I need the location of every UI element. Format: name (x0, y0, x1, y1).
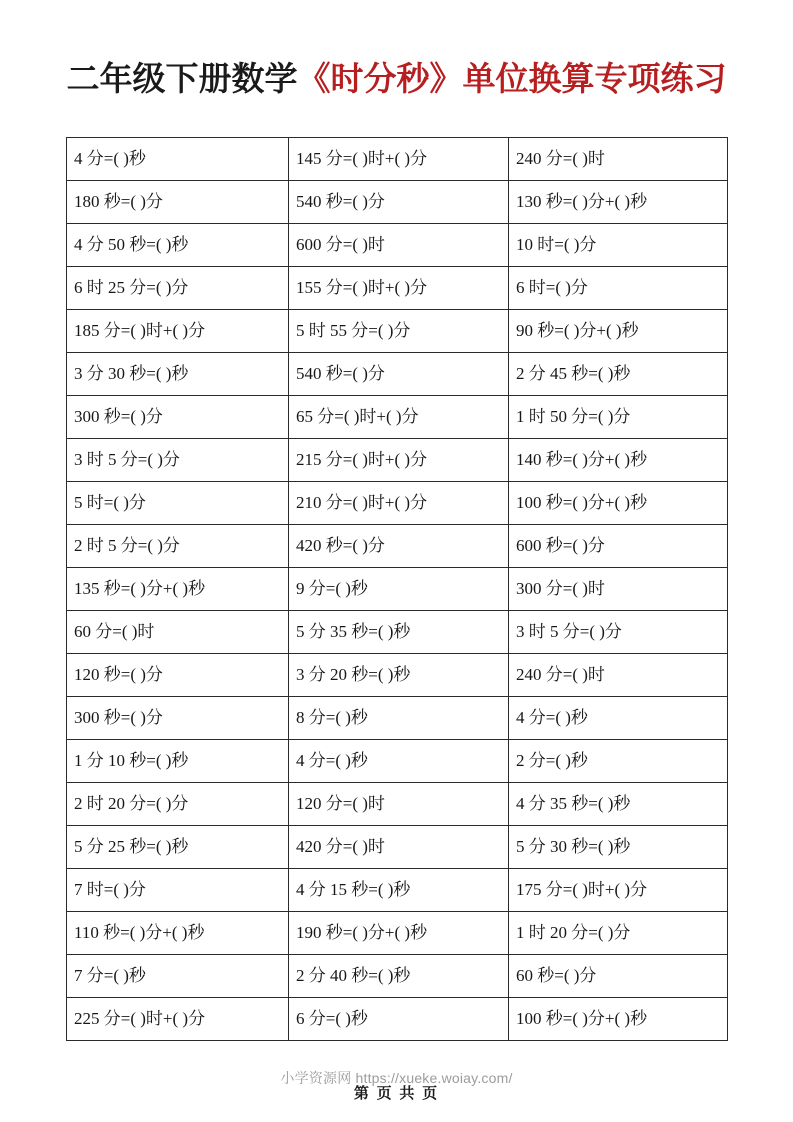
table-row (67, 224, 728, 267)
page-title (0, 58, 793, 102)
exercise-cell[interactable]: 4 分 35 秒=( )秒 (509, 783, 728, 826)
exercise-cell[interactable]: 5 时 55 分=( )分 (289, 310, 509, 353)
exercise-cell[interactable]: 540 秒=( )分 (289, 353, 509, 396)
exercise-cell[interactable]: 1 分 10 秒=( )秒 (67, 740, 289, 783)
exercise-cell[interactable]: 7 分=( )秒 (67, 955, 289, 998)
table-row (67, 482, 728, 525)
exercise-cell[interactable]: 9 分=( )秒 (289, 568, 509, 611)
exercise-cell[interactable]: 225 分=( )时+( )分 (67, 998, 289, 1041)
exercise-cell[interactable]: 5 分 25 秒=( )秒 (67, 826, 289, 869)
table-row (67, 568, 728, 611)
exercise-cell[interactable]: 2 时 20 分=( )分 (67, 783, 289, 826)
exercise-cell[interactable]: 120 秒=( )分 (67, 654, 289, 697)
exercise-cell[interactable]: 210 分=( )时+( )分 (289, 482, 509, 525)
page-title-subject: 二年级下册数学 (66, 62, 298, 98)
page-indicator: 第 页 共 页 (353, 1086, 440, 1102)
exercise-cell[interactable]: 6 分=( )秒 (289, 998, 509, 1041)
exercise-cell[interactable]: 300 秒=( )分 (67, 697, 289, 740)
table-row (67, 783, 728, 826)
site-watermark: 小学资源网 https://xueke.woiay.com/ (280, 1070, 513, 1086)
exercise-cell[interactable]: 300 秒=( )分 (67, 396, 289, 439)
exercise-cell[interactable]: 420 分=( )时 (289, 826, 509, 869)
exercise-cell[interactable]: 155 分=( )时+( )分 (289, 267, 509, 310)
exercise-cell[interactable]: 180 秒=( )分 (67, 181, 289, 224)
exercise-cell[interactable]: 1 时 50 分=( )分 (509, 396, 728, 439)
exercise-cell[interactable]: 5 分 30 秒=( )秒 (509, 826, 728, 869)
table-row (67, 439, 728, 482)
exercise-cell[interactable]: 2 分 45 秒=( )秒 (509, 353, 728, 396)
page-title-topic: 《时分秒》单位换算专项练习 (297, 62, 727, 98)
exercise-cell[interactable]: 60 秒=( )分 (509, 955, 728, 998)
table-row (67, 654, 728, 697)
exercise-cell[interactable]: 8 分=( )秒 (289, 697, 509, 740)
exercise-cell[interactable]: 145 分=( )时+( )分 (289, 138, 509, 181)
exercise-cell[interactable]: 65 分=( )时+( )分 (289, 396, 509, 439)
table-row (67, 310, 728, 353)
exercise-cell[interactable]: 185 分=( )时+( )分 (67, 310, 289, 353)
table-row (67, 181, 728, 224)
exercise-cell[interactable]: 6 时 25 分=( )分 (67, 267, 289, 310)
table-row (67, 740, 728, 783)
exercise-cell[interactable]: 600 分=( )时 (289, 224, 509, 267)
exercise-cell[interactable]: 7 时=( )分 (67, 869, 289, 912)
table-row (67, 396, 728, 439)
exercise-cell[interactable]: 420 秒=( )分 (289, 525, 509, 568)
table-row (67, 611, 728, 654)
exercise-cell[interactable]: 215 分=( )时+( )分 (289, 439, 509, 482)
exercise-cell[interactable]: 2 时 5 分=( )分 (67, 525, 289, 568)
exercise-cell[interactable]: 130 秒=( )分+( )秒 (509, 181, 728, 224)
exercise-cell[interactable]: 4 分 50 秒=( )秒 (67, 224, 289, 267)
exercise-cell[interactable]: 240 分=( )时 (509, 654, 728, 697)
exercise-table (66, 137, 728, 1041)
table-row (67, 912, 728, 955)
exercise-cell[interactable]: 140 秒=( )分+( )秒 (509, 439, 728, 482)
exercise-table-body (67, 138, 728, 1041)
exercise-cell[interactable]: 3 时 5 分=( )分 (509, 611, 728, 654)
exercise-cell[interactable]: 600 秒=( )分 (509, 525, 728, 568)
exercise-cell[interactable]: 2 分=( )秒 (509, 740, 728, 783)
exercise-cell[interactable]: 540 秒=( )分 (289, 181, 509, 224)
exercise-cell[interactable]: 300 分=( )时 (509, 568, 728, 611)
exercise-cell[interactable]: 10 时=( )分 (509, 224, 728, 267)
exercise-cell[interactable]: 2 分 40 秒=( )秒 (289, 955, 509, 998)
table-row (67, 525, 728, 568)
exercise-cell[interactable]: 4 分=( )秒 (289, 740, 509, 783)
exercise-cell[interactable]: 110 秒=( )分+( )秒 (67, 912, 289, 955)
exercise-cell[interactable]: 1 时 20 分=( )分 (509, 912, 728, 955)
exercise-cell[interactable]: 6 时=( )分 (509, 267, 728, 310)
table-row (67, 998, 728, 1041)
table-row (67, 267, 728, 310)
exercise-cell[interactable]: 190 秒=( )分+( )秒 (289, 912, 509, 955)
exercise-cell[interactable]: 135 秒=( )分+( )秒 (67, 568, 289, 611)
table-row (67, 869, 728, 912)
exercise-cell[interactable]: 240 分=( )时 (509, 138, 728, 181)
exercise-cell[interactable]: 3 分 20 秒=( )秒 (289, 654, 509, 697)
exercise-cell[interactable]: 5 分 35 秒=( )秒 (289, 611, 509, 654)
exercise-cell[interactable]: 100 秒=( )分+( )秒 (509, 998, 728, 1041)
exercise-cell[interactable]: 3 时 5 分=( )分 (67, 439, 289, 482)
exercise-cell[interactable]: 5 时=( )分 (67, 482, 289, 525)
table-row (67, 353, 728, 396)
exercise-cell[interactable]: 4 分=( )秒 (67, 138, 289, 181)
table-row (67, 955, 728, 998)
table-row (67, 138, 728, 181)
exercise-cell[interactable]: 60 分=( )时 (67, 611, 289, 654)
exercise-cell[interactable]: 120 分=( )时 (289, 783, 509, 826)
table-row (67, 697, 728, 740)
exercise-cell[interactable]: 90 秒=( )分+( )秒 (509, 310, 728, 353)
exercise-cell[interactable]: 100 秒=( )分+( )秒 (509, 482, 728, 525)
table-row (67, 826, 728, 869)
exercise-cell[interactable]: 175 分=( )时+( )分 (509, 869, 728, 912)
exercise-cell[interactable]: 4 分 15 秒=( )秒 (289, 869, 509, 912)
exercise-cell[interactable]: 3 分 30 秒=( )秒 (67, 353, 289, 396)
exercise-cell[interactable]: 4 分=( )秒 (509, 697, 728, 740)
